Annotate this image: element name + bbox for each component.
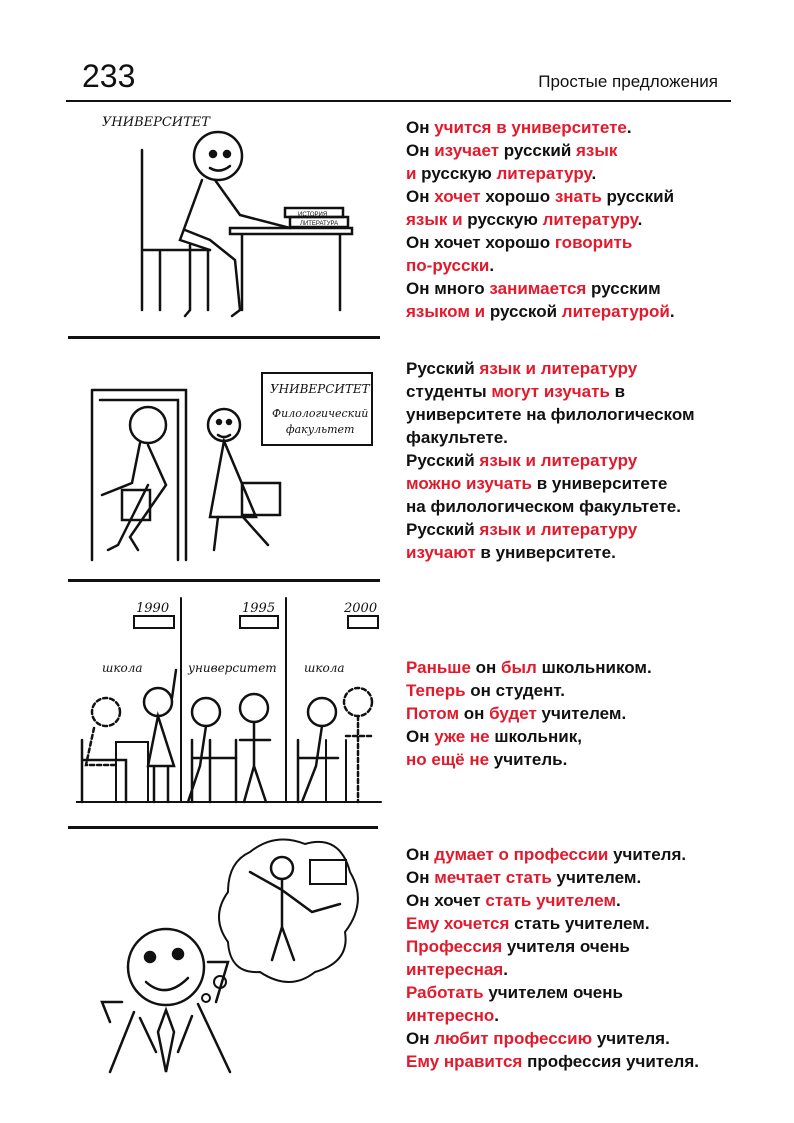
text-line: [406, 403, 695, 426]
year-2000: 2000: [344, 601, 378, 616]
student-head: [194, 132, 242, 180]
text-segment: учителем.: [551, 868, 642, 887]
text-segment: в университете.: [475, 543, 616, 562]
text-block-profession: [406, 843, 699, 1073]
label-university-lower: университет: [188, 661, 277, 675]
text-line: [406, 843, 699, 866]
highlighted-phrase: любит профессию: [434, 1029, 593, 1048]
text-segment: русский: [601, 187, 675, 206]
highlighted-phrase: литературу: [542, 210, 638, 229]
text-segment: русской: [485, 302, 562, 321]
text-line: [406, 300, 675, 323]
illustration-student-at-desk: [90, 110, 390, 330]
text-line: [406, 495, 695, 518]
text-segment: стать учителем.: [509, 914, 650, 933]
text-segment: Он хочет хорошо: [406, 233, 555, 252]
text-segment: Он: [406, 1029, 435, 1048]
text-segment: учителя очень: [502, 937, 630, 956]
text-segment: он: [470, 658, 502, 677]
text-segment: он студент.: [465, 681, 565, 700]
text-segment: школьник,: [489, 727, 582, 746]
text-line: [406, 357, 695, 380]
highlighted-phrase: хочет: [434, 187, 481, 206]
text-segment: Он: [406, 141, 435, 160]
text-segment: Русский: [406, 451, 480, 470]
text-segment: русскую: [462, 210, 543, 229]
highlighted-phrase: Профессия: [406, 937, 503, 956]
text-line: [406, 449, 695, 472]
highlighted-phrase: язык: [576, 141, 618, 160]
highlighted-phrase: интересно: [406, 1006, 495, 1025]
highlighted-phrase: по-русски: [406, 256, 490, 275]
highlighted-phrase: говорить: [554, 233, 633, 252]
text-segment: русскую: [416, 164, 497, 183]
section-divider-1: [68, 336, 380, 339]
text-line: [406, 231, 675, 254]
highlighted-phrase: был: [501, 658, 537, 677]
year-1990: 1990: [136, 601, 170, 616]
text-segment: .: [637, 210, 643, 229]
text-segment: Русский: [406, 359, 480, 378]
text-line: [406, 185, 675, 208]
text-segment: учителем очень: [483, 983, 623, 1002]
text-segment: учителя.: [592, 1029, 670, 1048]
text-block-faculty: [406, 357, 695, 564]
text-block-timeline: [406, 656, 652, 771]
text-segment: .: [494, 1006, 499, 1025]
text-line: [406, 866, 699, 889]
section-divider-2: [68, 579, 380, 582]
text-line: [406, 725, 652, 748]
text-segment: учитель.: [489, 750, 568, 769]
highlighted-phrase: литературой: [561, 302, 670, 321]
text-segment: учителя.: [608, 845, 687, 864]
highlighted-phrase: язык и литературу: [479, 520, 638, 539]
highlighted-phrase: учится в университете: [434, 118, 627, 137]
illustration-timeline: [76, 590, 386, 805]
text-line: [406, 254, 675, 277]
text-line: [406, 139, 675, 162]
illustration-faculty: [78, 365, 383, 565]
highlighted-phrase: можно изучать: [406, 474, 532, 493]
text-segment: Он: [406, 845, 435, 864]
highlighted-phrase: занимается: [489, 279, 587, 298]
year-1995: 1995: [242, 601, 276, 616]
text-line: [406, 981, 699, 1004]
text-line: [406, 380, 695, 403]
label-school-2: школа: [304, 661, 345, 675]
text-line: [406, 518, 695, 541]
text-segment: русский: [499, 141, 576, 160]
text-line: [406, 748, 652, 771]
highlighted-phrase: язык и литературу: [479, 359, 638, 378]
text-segment: Он много: [406, 279, 490, 298]
text-line: [406, 208, 675, 231]
highlighted-phrase: литературу: [496, 164, 592, 183]
highlighted-phrase: изучают: [406, 543, 476, 562]
label-university: УНИВЕРСИТЕТ: [102, 115, 210, 130]
text-line: [406, 116, 675, 139]
text-segment: Он: [406, 868, 435, 887]
highlighted-phrase: Ему нравится: [406, 1052, 523, 1071]
text-segment: Русский: [406, 520, 480, 539]
highlighted-phrase: думает о профессии: [434, 845, 609, 864]
header-rule: [66, 100, 731, 102]
text-segment: хорошо: [480, 187, 555, 206]
text-segment: Он: [406, 727, 435, 746]
text-segment: .: [591, 164, 597, 183]
highlighted-phrase: уже не: [434, 727, 490, 746]
text-line: [406, 935, 699, 958]
text-segment: .: [503, 960, 508, 979]
sign-university: УНИВЕРСИТЕТ: [270, 382, 370, 396]
sign-faculty-1: Филологический: [272, 407, 369, 420]
sign-faculty-2: факультет: [286, 423, 355, 436]
text-line: [406, 1050, 699, 1073]
text-segment: .: [669, 302, 675, 321]
text-line: [406, 277, 675, 300]
text-segment: студенты: [406, 382, 492, 401]
text-block-studies: [406, 116, 675, 323]
text-segment: .: [489, 256, 495, 275]
text-line: [406, 912, 699, 935]
text-segment: он: [459, 704, 490, 723]
text-line: [406, 702, 652, 725]
highlighted-phrase: Ему хочется: [406, 914, 510, 933]
highlighted-phrase: Работать: [406, 983, 484, 1002]
highlighted-phrase: будет: [489, 704, 537, 723]
highlighted-phrase: мечтает стать: [434, 868, 552, 887]
label-school-1: школа: [102, 661, 143, 675]
text-segment: на филологическом факультете.: [406, 497, 681, 516]
highlighted-phrase: интересная: [406, 960, 504, 979]
highlighted-phrase: изучает: [434, 141, 500, 160]
section-divider-3: [68, 826, 378, 829]
highlighted-phrase: стать учителем: [485, 891, 617, 910]
text-segment: профессия учителя.: [522, 1052, 699, 1071]
text-line: [406, 889, 699, 912]
page-number: 233: [82, 58, 136, 94]
text-segment: учителем.: [536, 704, 627, 723]
text-segment: .: [626, 118, 632, 137]
text-line: [406, 162, 675, 185]
text-line: [406, 1027, 699, 1050]
text-segment: Он: [406, 187, 435, 206]
book-history-label: ИСТОРИЯ: [298, 212, 328, 218]
text-line: [406, 958, 699, 981]
text-line: [406, 541, 695, 564]
highlighted-phrase: Раньше: [406, 658, 471, 677]
text-segment: факультете.: [406, 428, 508, 447]
text-segment: в университете: [531, 474, 668, 493]
text-line: [406, 472, 695, 495]
text-line: [406, 426, 695, 449]
book-literature-label: ЛИТЕРАТУРА: [300, 221, 339, 227]
highlighted-phrase: язык и: [406, 210, 463, 229]
highlighted-phrase: язык и литературу: [479, 451, 638, 470]
highlighted-phrase: знать: [554, 187, 602, 206]
text-segment: .: [616, 891, 621, 910]
highlighted-phrase: Теперь: [406, 681, 466, 700]
highlighted-phrase: могут изучать: [491, 382, 610, 401]
dreamer-head: [128, 929, 204, 1005]
text-segment: в: [609, 382, 626, 401]
highlighted-phrase: но ещё не: [406, 750, 490, 769]
text-line: [406, 656, 652, 679]
text-line: [406, 1004, 699, 1027]
text-line: [406, 679, 652, 702]
text-segment: русским: [586, 279, 661, 298]
text-segment: университете на филологическом: [406, 405, 695, 424]
highlighted-phrase: языком и: [406, 302, 486, 321]
running-title: Простые предложения: [538, 72, 718, 91]
highlighted-phrase: и: [406, 164, 417, 183]
text-segment: Он: [406, 118, 435, 137]
illustration-dreaming-teacher: [100, 832, 380, 1077]
text-segment: школьником.: [536, 658, 652, 677]
highlighted-phrase: Потом: [406, 704, 460, 723]
text-segment: Он хочет: [406, 891, 486, 910]
